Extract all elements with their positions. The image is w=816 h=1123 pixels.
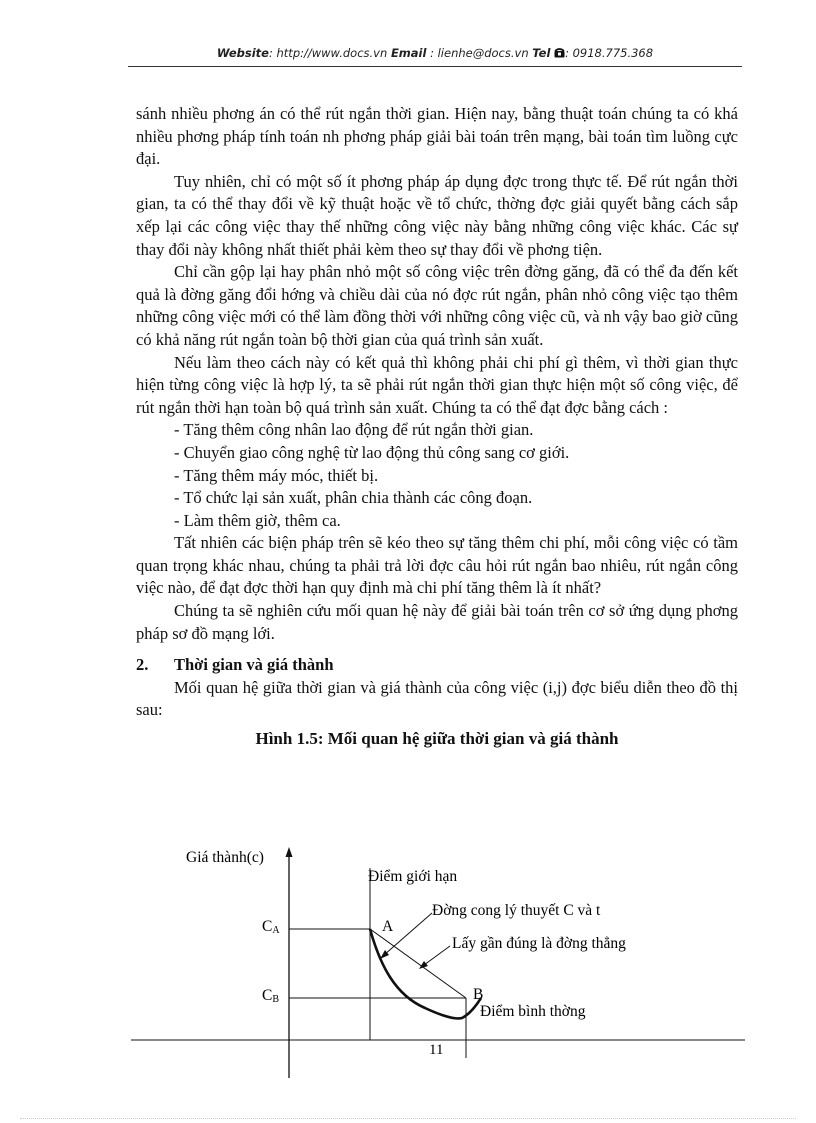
- bullet-item-3: - Tăng thêm máy móc, thiết bị.: [174, 465, 379, 485]
- label-normal-point: Điểm bình thờng: [480, 1003, 586, 1020]
- paragraph-3: Chỉ cần gộp lại hay phân nhỏ một số công việc trên đờng găng, đã có thể đa đến kết quả là đờng găng đổi hớng và chiều dài của nó đợc rút ngắn, phân nhỏ công việc tạo thêm những công việc mới có thể làm đồng thời với những công việc cũ, và nh vậy bao giờ cũng có khả năng rút ngắn toàn bộ thời gian của quá trình sản xuất.: [136, 262, 738, 349]
- line-pointer: [424, 946, 450, 965]
- paragraph-4: Nếu làm theo cách này có kết quả thì không phải chi phí gì thêm, vì thời gian thực hiện từng công việc là hợp lý, ta sẽ phải rút ngắn thời gian thực hiện một số công việc, để rút ngắn thời hạn toàn bộ quá trình sản xuất. Chúng ta có thể đạt đợc bằng cách :: [136, 352, 738, 417]
- website-label: Website: [216, 46, 269, 60]
- page-number: 11: [429, 1042, 444, 1058]
- email-value: : lienhe@docs.vn: [430, 46, 529, 60]
- cb-sub: B: [272, 994, 280, 1005]
- paragraph-6: Chúng ta sẽ nghiên cứu mối quan hệ này để giải bài toán trên cơ sở ứng dụng phơng pháp sơ đồ mạng lới.: [136, 601, 738, 643]
- bullet-item-1: - Tăng thêm công nhân lao động để rút ngắn thời gian.: [174, 420, 534, 440]
- bullet-item-5: - Làm thêm giờ, thêm ca.: [174, 510, 341, 530]
- ca-label: [262, 918, 280, 936]
- paragraph-7: Mối quan hệ giữa thời gian và giá thành của công việc (i,j) đợc biểu diễn theo đồ thị sau:: [136, 677, 738, 720]
- ca-sub: A: [272, 925, 280, 936]
- cb-main: C: [262, 987, 273, 1004]
- y-axis-arrow-icon: [286, 847, 293, 857]
- label-limit-point: Điểm giới hạn: [368, 868, 458, 885]
- cb-label: [262, 987, 279, 1005]
- section-title: Thời gian và giá thành: [174, 655, 334, 675]
- figure-title: Hình 1.5: Mối quan hệ giữa thời gian và giá thành: [255, 729, 619, 749]
- paragraph-1: sánh nhiều phơng án có thể rút ngắn thời gian. Hiện nay, bằng thuật toán chúng ta có khá nhiều phơng pháp tính toán nh phơng pháp giải bài toán trên mạng, bài toán tìm luồng cực đại.: [136, 104, 738, 169]
- point-b-label: B: [473, 986, 484, 1003]
- footer-divider: [20, 1118, 796, 1119]
- email-label: Email: [390, 46, 427, 60]
- bullet-item-4: - Tổ chức lại sản xuất, phân chia thành các công đoạn.: [174, 488, 533, 508]
- ca-main: C: [262, 918, 273, 935]
- bullet-item-2: - Chuyển giao công nghệ từ lao động thủ công sang cơ giới.: [174, 442, 570, 462]
- website-value: : http://www.docs.vn: [268, 46, 388, 60]
- tel-label: Tel: [532, 46, 551, 60]
- paragraph-5: Tất nhiên các biện pháp trên sẽ kéo theo sự tăng thêm chi phí, mỗi công việc có tầm quan trọng khác nhau, chúng ta phải trả lời đợc câu hỏi rút ngắn bao nhiêu, rút ngắn công việc nào, để đạt đợc thời hạn quy định mà chi phí tăng thêm là ít nhất?: [136, 533, 738, 598]
- point-a-label: A: [382, 918, 394, 935]
- y-axis-label: Giá thành(c): [186, 849, 264, 866]
- section-number: 2.: [136, 655, 149, 675]
- paragraph-2: Tuy nhiên, chỉ có một số ít phơng pháp áp dụng đợc trong thực tế. Để rút ngắn thời gian, ta có thể thay đổi về kỹ thuật hoặc về tổ chức, thờng đợc giải quyết bằng cách sắp xếp lại các công việc thay thế những công việc này bằng những công việc khác. Các sự thay đổi này không nhất thiết phải kèm theo sự thay đổi về phơng tiện.: [136, 171, 738, 259]
- tel-value: : 0918.775.368: [565, 46, 654, 60]
- label-theoretical-curve: Đờng cong lý thuyết C và t: [432, 902, 601, 919]
- label-straight-approx: Lấy gần đúng là đờng thẳng: [452, 935, 626, 952]
